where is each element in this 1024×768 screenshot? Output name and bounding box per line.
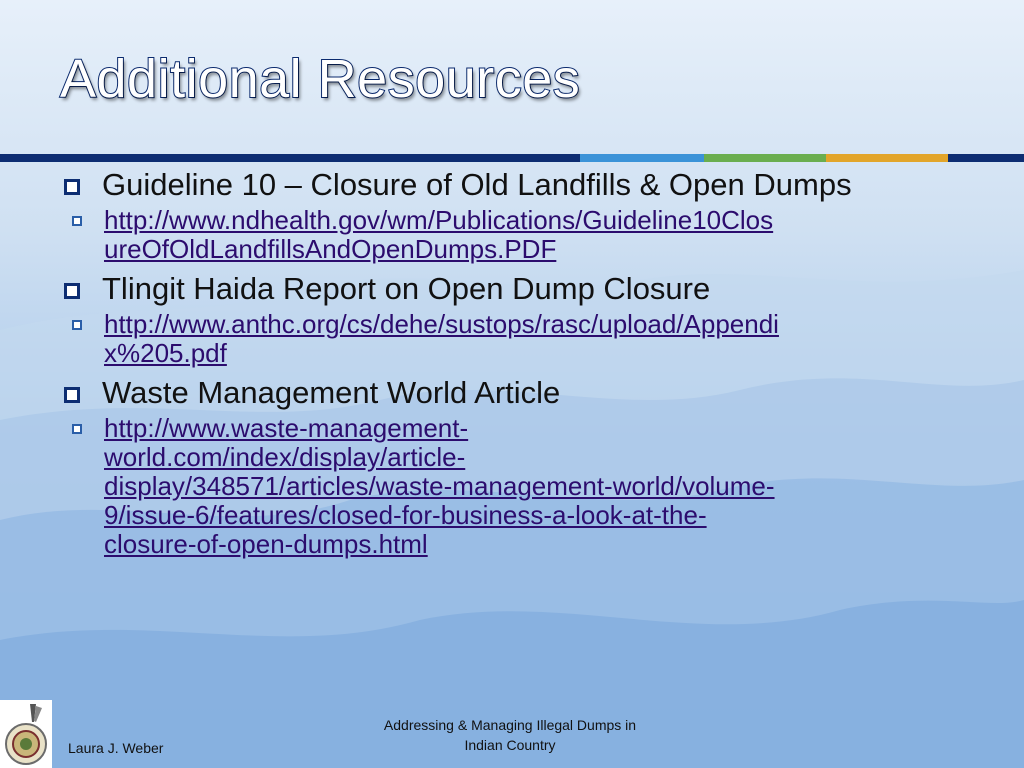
tribal-seal-logo bbox=[0, 700, 52, 768]
square-sub-bullet-icon bbox=[72, 320, 82, 330]
square-bullet-icon bbox=[64, 179, 80, 195]
divider-blue-segment bbox=[580, 154, 704, 162]
footer-presentation-title: Addressing & Managing Illegal Dumps in Indian Country bbox=[383, 717, 637, 753]
bullet-list bbox=[60, 168, 980, 567]
square-sub-bullet-icon bbox=[72, 424, 82, 434]
bullet-text: Tlingit Haida Report on Open Dump Closure bbox=[102, 271, 711, 306]
divider-orange-segment bbox=[826, 154, 948, 162]
title-divider bbox=[0, 154, 1024, 162]
resource-link[interactable]: http://www.anthc.org/cs/dehe/sustops/rasc/upload/Appendi x%205.pdf bbox=[104, 309, 779, 368]
square-bullet-icon bbox=[64, 283, 80, 299]
footer-author: Laura J. Weber bbox=[68, 740, 164, 756]
resource-link[interactable]: http://www.waste-management- world.com/index/display/article- display/348571/articles/waste-management-world/volume- 9/issue-6/features/closed-for-business-a-look-at-the- closure-of-open-dumps.html bbox=[104, 413, 775, 559]
bullet-item bbox=[60, 376, 980, 410]
square-sub-bullet-icon bbox=[72, 216, 82, 226]
sub-bullet-item bbox=[60, 206, 980, 264]
bullet-text: Guideline 10 – Closure of Old Landfills & Open Dumps bbox=[102, 167, 852, 202]
divider-green-segment bbox=[704, 154, 826, 162]
bullet-item bbox=[60, 168, 980, 202]
bullet-text: Waste Management World Article bbox=[102, 375, 561, 410]
sub-bullet-item bbox=[60, 310, 980, 368]
bullet-item bbox=[60, 272, 980, 306]
resource-link[interactable]: http://www.ndhealth.gov/wm/Publications/Guideline10Clos ureOfOldLandfillsAndOpenDumps.PDF bbox=[104, 205, 774, 264]
sub-bullet-item bbox=[60, 414, 980, 559]
square-bullet-icon bbox=[64, 387, 80, 403]
slide-title: Additional Resources bbox=[60, 49, 581, 109]
